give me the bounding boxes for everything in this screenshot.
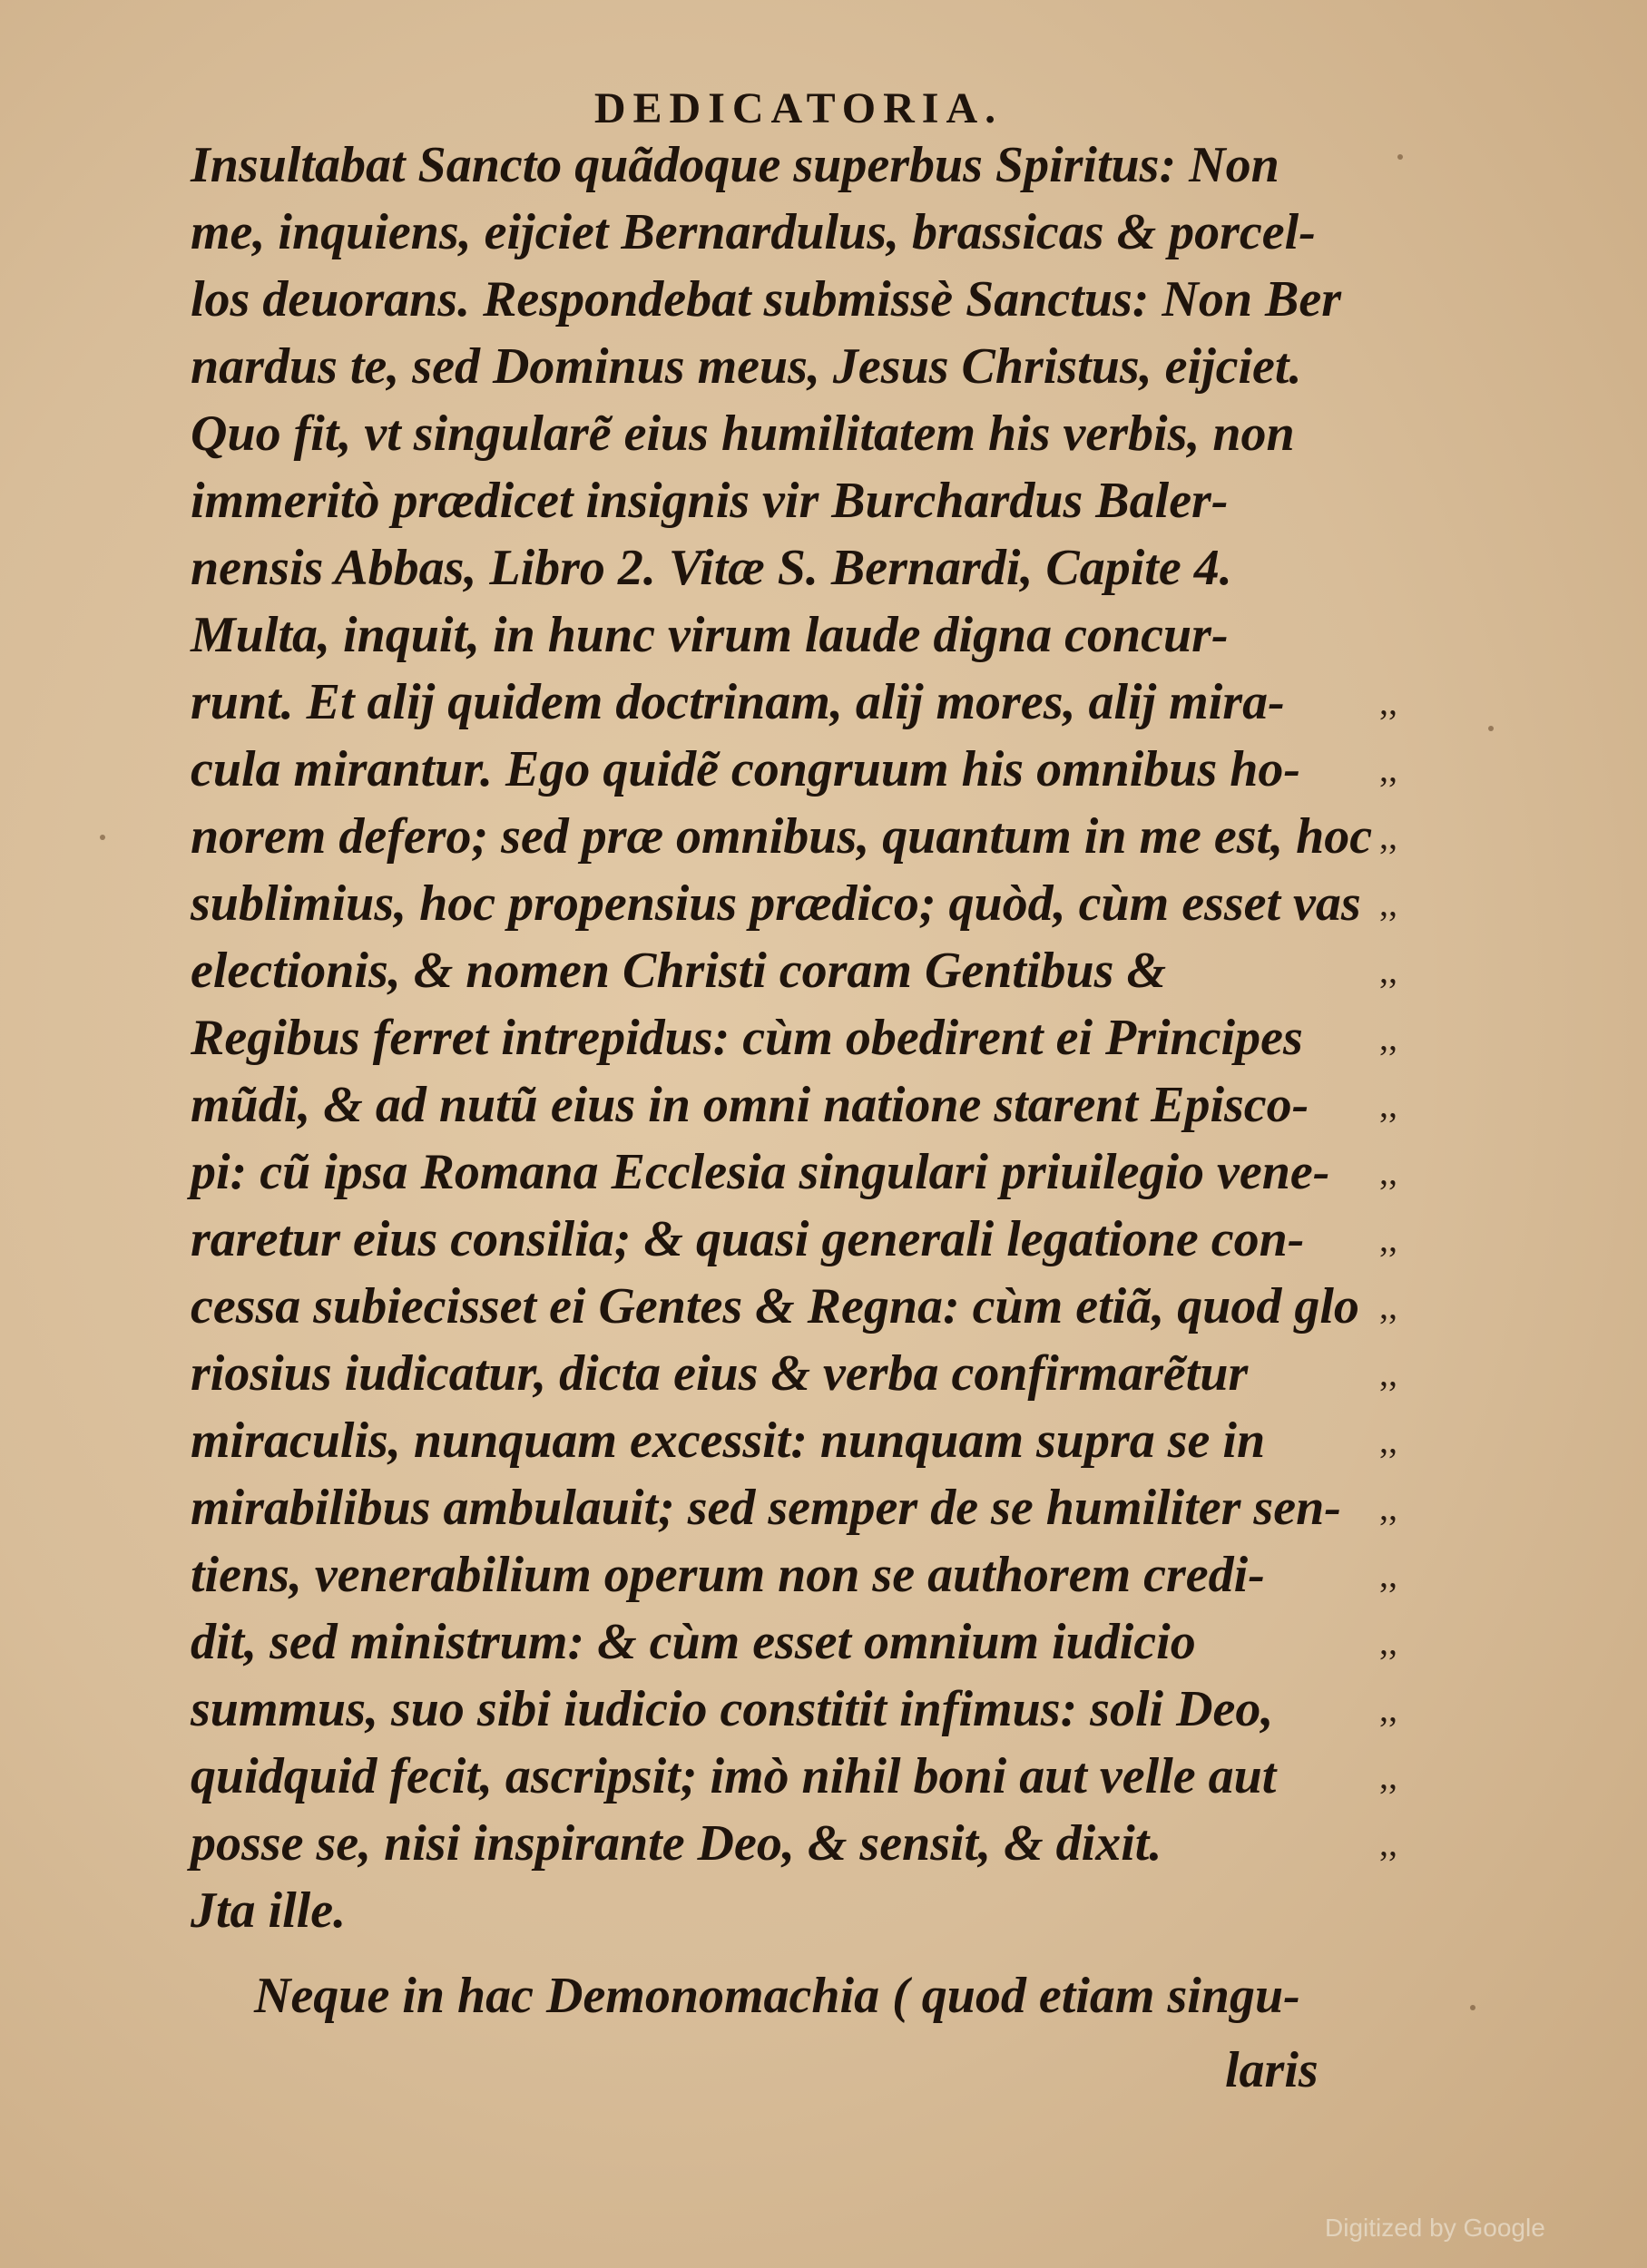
running-header: DEDICATORIA. bbox=[593, 84, 1004, 132]
text-line: los deuorans. Respondebat submissè Sanctus: Non Ber bbox=[191, 271, 1342, 327]
text-line: sublimius, hoc propensius prædico; quòd, cùm esset vas bbox=[191, 875, 1361, 932]
quotation-mark: ,, bbox=[1379, 681, 1397, 722]
text-line: cessa subiecisset ei Gentes & Regna: cùm etiã, quod glo bbox=[191, 1278, 1359, 1334]
text-line: mũdi, & ad nutũ eius in omni natione starent Episco- bbox=[191, 1077, 1309, 1133]
text-line: quidquid fecit, ascripsit; imò nihil boni aut velle aut bbox=[191, 1748, 1277, 1804]
text-line: Quo fit, vt singularẽ eius humilitatem his verbis, non bbox=[191, 406, 1295, 462]
ink-speck bbox=[1488, 726, 1494, 731]
text-line: dit, sed ministrum: & cùm esset omnium iudicio bbox=[191, 1614, 1196, 1670]
quotation-mark: ,, bbox=[1379, 1487, 1397, 1528]
quotation-mark: ,, bbox=[1379, 816, 1397, 856]
quotation-mark: ,, bbox=[1379, 1688, 1397, 1729]
text-line: tiens, venerabilium operum non se authorem credi- bbox=[191, 1547, 1265, 1603]
quotation-mark: ,, bbox=[1379, 748, 1397, 789]
text-line: Neque in hac Demonomachia ( quod etiam singu- bbox=[254, 1968, 1300, 2024]
text-line: summus, suo sibi iudicio constitit infimus: soli Deo, bbox=[191, 1681, 1274, 1737]
text-line: miraculis, nunquam excessit: nunquam supra se in bbox=[191, 1413, 1266, 1469]
ink-speck bbox=[100, 835, 105, 840]
quotation-mark: ,, bbox=[1379, 1621, 1397, 1662]
text-line: immeritò prædicet insignis vir Burchardus Baler- bbox=[191, 473, 1229, 529]
text-line: mirabilibus ambulauit; sed semper de se humiliter sen- bbox=[191, 1480, 1341, 1536]
catchword: laris bbox=[1225, 2042, 1319, 2098]
quotation-mark: ,, bbox=[1379, 1084, 1397, 1125]
text-line: pi: cũ ipsa Romana Ecclesia singulari priuilegio vene- bbox=[191, 1144, 1330, 1200]
ink-speck bbox=[1470, 2005, 1475, 2010]
quotation-mark: ,, bbox=[1379, 883, 1397, 924]
quotation-mark: ,, bbox=[1379, 1420, 1397, 1461]
quotation-mark: ,, bbox=[1379, 950, 1397, 991]
text-line: riosius iudicatur, dicta eius & verba confirmarẽtur bbox=[191, 1345, 1249, 1402]
quotation-mark: ,, bbox=[1379, 1151, 1397, 1192]
quotation-mark: ,, bbox=[1379, 1823, 1397, 1863]
quotation-mark: ,, bbox=[1379, 1017, 1397, 1058]
text-line: norem defero; sed præ omnibus, quantum in me est, hoc bbox=[191, 808, 1373, 865]
quotation-mark: ,, bbox=[1379, 1218, 1397, 1259]
text-line: Regibus ferret intrepidus: cùm obedirent ei Principes bbox=[191, 1010, 1303, 1066]
text-line: me, inquiens, eijciet Bernardulus, brassicas & porcel- bbox=[191, 204, 1316, 260]
text-line: raretur eius consilia; & quasi generali legatione con- bbox=[191, 1211, 1305, 1267]
text-line: cula mirantur. Ego quidẽ congruum his omnibus ho- bbox=[191, 741, 1301, 797]
text-line: nensis Abbas, Libro 2. Vitæ S. Bernardi, Capite 4. bbox=[191, 540, 1232, 596]
text-line: electionis, & nomen Christi coram Gentibus & bbox=[191, 943, 1167, 999]
text-line: nardus te, sed Dominus meus, Jesus Christus, eijciet. bbox=[191, 338, 1302, 395]
quotation-mark: ,, bbox=[1379, 1755, 1397, 1796]
quotation-mark: ,, bbox=[1379, 1286, 1397, 1326]
ink-speck bbox=[1397, 154, 1403, 160]
quotation-mark: ,, bbox=[1379, 1353, 1397, 1393]
text-line: Multa, inquit, in hunc virum laude digna concur- bbox=[191, 607, 1229, 663]
text-line: posse se, nisi inspirante Deo, & sensit, & dixit. bbox=[191, 1815, 1162, 1872]
digitization-watermark: Digitized by Google bbox=[1325, 2214, 1545, 2242]
text-line: Jta ille. bbox=[191, 1882, 347, 1939]
quotation-mark: ,, bbox=[1379, 1554, 1397, 1595]
text-line: runt. Et alij quidem doctrinam, alij mores, alij mira- bbox=[191, 674, 1285, 730]
text-line: Insultabat Sancto quãdoque superbus Spiritus: Non bbox=[191, 137, 1279, 193]
